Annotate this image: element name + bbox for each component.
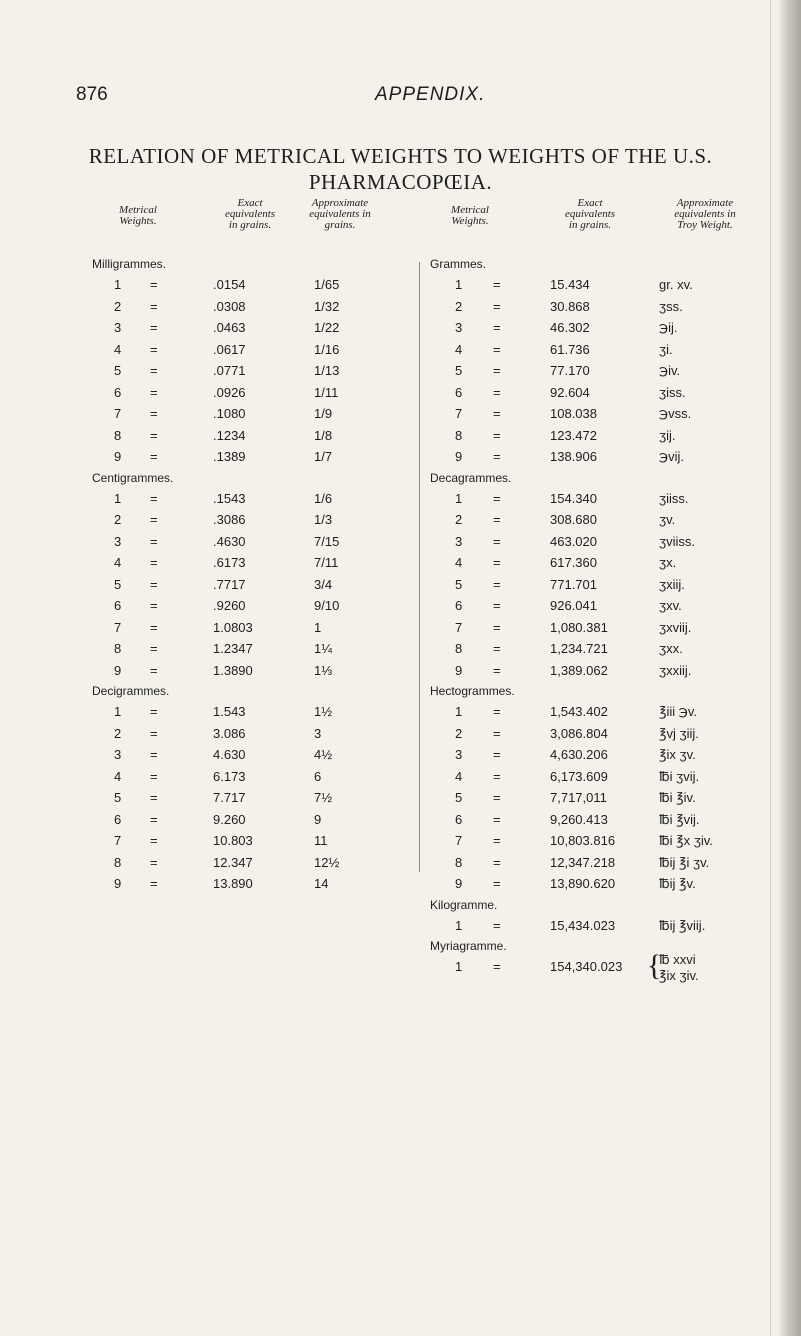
table-row — [0, 449, 801, 469]
equals-sign: = — [493, 341, 501, 357]
table-row — [0, 320, 801, 340]
table-row — [0, 406, 801, 426]
exact-value: 9,260.413 — [550, 811, 608, 827]
approx-value: ʒx. — [659, 555, 677, 570]
approx-value: 4½ — [314, 747, 333, 762]
equals-sign: = — [493, 790, 501, 805]
approx-value: 9 — [314, 811, 322, 827]
equals-sign: = — [150, 811, 158, 827]
exact-value: 1.3890 — [213, 662, 253, 678]
equals-sign: = — [493, 917, 501, 933]
equals-sign: = — [493, 704, 501, 719]
approx-value: ʒxx. — [659, 641, 683, 656]
exact-value: 1,234.721 — [550, 641, 608, 656]
approx-value: ℈iv. — [659, 363, 681, 378]
approx-value: ʒi. — [659, 341, 673, 357]
approx-value: 1/9 — [314, 406, 333, 421]
approx-value: ℔i ℥x ʒiv. — [659, 833, 713, 848]
right-header-metrical: Metrical Weights. — [451, 204, 489, 227]
approx-value: 7½ — [314, 790, 333, 805]
exact-value: 138.906 — [550, 449, 597, 464]
equals-sign: = — [493, 619, 501, 635]
row-number: 9 — [455, 876, 463, 891]
equals-sign: = — [150, 406, 158, 421]
approx-value: ℈ij. — [659, 320, 678, 335]
exact-value: 1,543.402 — [550, 704, 608, 719]
exact-value: .0771 — [213, 363, 246, 378]
equals-sign: = — [150, 619, 158, 635]
approx-value: ʒxviij. — [659, 619, 692, 635]
row-number: 9 — [114, 876, 122, 891]
approx-value: gr. xv. — [659, 277, 693, 292]
row-number: 5 — [114, 576, 122, 592]
approx-value: 7/15 — [314, 533, 340, 549]
table-row — [0, 620, 801, 640]
exact-value: 926.041 — [550, 598, 597, 613]
approx-value: ℔ij ℥i ʒv. — [659, 854, 710, 870]
approx-value: ʒiss. — [659, 384, 686, 400]
equals-sign: = — [150, 790, 158, 805]
exact-value: 1,389.062 — [550, 662, 608, 678]
row-number: 3 — [455, 747, 463, 762]
equals-sign: = — [493, 747, 501, 762]
exact-value: .0926 — [213, 384, 246, 400]
row-number: 2 — [114, 298, 122, 314]
row-number: 2 — [114, 725, 122, 741]
row-number: 2 — [455, 512, 463, 527]
row-number: 8 — [455, 641, 463, 656]
approx-value: ℔ij ℥viij. — [659, 917, 706, 933]
equals-sign: = — [493, 298, 501, 314]
exact-value: 10,803.816 — [550, 833, 616, 848]
equals-sign: = — [493, 811, 501, 827]
row-number: 6 — [455, 384, 463, 400]
row-number: 1 — [455, 704, 463, 719]
exact-value: .4630 — [213, 533, 246, 549]
exact-value: 3,086.804 — [550, 725, 608, 741]
section-label: Grammes. — [430, 257, 487, 271]
equals-sign: = — [493, 533, 501, 549]
row-number: 9 — [455, 662, 463, 678]
exact-value: 7.717 — [213, 790, 246, 805]
exact-value: 13.890 — [213, 876, 253, 891]
equals-sign: = — [150, 876, 158, 891]
row-number: 1 — [455, 277, 463, 292]
row-number: 1 — [455, 959, 463, 974]
equals-sign: = — [150, 768, 158, 784]
equals-sign: = — [493, 363, 501, 378]
left-header-exact: Exact equivalents in grains. — [224, 197, 276, 231]
row-number: 4 — [455, 341, 463, 357]
row-number: 6 — [455, 811, 463, 827]
row-number: 5 — [455, 363, 463, 378]
page-header — [0, 84, 801, 114]
equals-sign: = — [493, 490, 501, 506]
equals-sign: = — [150, 384, 158, 400]
exact-value: 1.2347 — [213, 641, 253, 656]
exact-value: 463.020 — [550, 533, 597, 549]
table-row — [0, 555, 801, 575]
approx-value: ℔ij ℥v. — [659, 876, 696, 891]
exact-value: 61.736 — [550, 341, 590, 357]
equals-sign: = — [493, 449, 501, 464]
exact-value: .7717 — [213, 576, 246, 592]
table-row — [0, 491, 801, 511]
exact-value: 4.630 — [213, 747, 246, 762]
approx-value: ʒxiij. — [659, 576, 685, 592]
row-number: 5 — [455, 576, 463, 592]
running-head: APPENDIX. — [375, 84, 486, 105]
approx-value: 1/6 — [314, 490, 333, 506]
row-number: 3 — [455, 533, 463, 549]
row-number: 8 — [114, 427, 122, 443]
exact-value: 15.434 — [550, 277, 590, 292]
exact-value: .6173 — [213, 555, 246, 570]
row-number: 2 — [455, 298, 463, 314]
row-number: 4 — [114, 768, 122, 784]
table-row — [0, 577, 801, 597]
exact-value: 92.604 — [550, 384, 590, 400]
approx-value: ℈vij. — [659, 449, 684, 464]
equals-sign: = — [150, 704, 158, 719]
exact-value: 12,347.218 — [550, 854, 616, 870]
row-number: 5 — [114, 363, 122, 378]
equals-sign: = — [150, 512, 158, 527]
exact-value: 9.260 — [213, 811, 246, 827]
exact-value: .0154 — [213, 277, 246, 292]
row-number: 7 — [114, 833, 122, 848]
row-number: 1 — [114, 490, 122, 506]
approx-value: 7/11 — [314, 555, 339, 570]
exact-value: 308.680 — [550, 512, 597, 527]
row-number: 1 — [455, 490, 463, 506]
table-row — [0, 385, 801, 405]
row-number: 1 — [114, 704, 122, 719]
table-row — [0, 299, 801, 319]
exact-value: 12.347 — [213, 854, 253, 870]
right-header-approx: Approximate equivalents in Troy Weight. — [674, 197, 736, 231]
approx-value: 6 — [314, 768, 322, 784]
approx-value: 3 — [314, 725, 322, 741]
approx-value: ʒij. — [659, 427, 676, 443]
section-label: Decigrammes. — [92, 684, 170, 698]
table-title — [0, 143, 801, 195]
approx-value: 1/22 — [314, 320, 340, 335]
left-header-metrical: Metrical Weights. — [119, 204, 157, 227]
equals-sign: = — [493, 833, 501, 848]
table-row — [0, 833, 801, 853]
right-header-exact: Exact equivalents in grains. — [564, 197, 616, 231]
section-label: Myriagramme. — [430, 939, 507, 953]
approx-value: ℥ix ʒv. — [659, 747, 696, 762]
exact-value: .9260 — [213, 598, 246, 613]
exact-value: .0308 — [213, 298, 246, 314]
approx-value-line1: ℔ xxvi — [659, 952, 696, 967]
table-row — [0, 855, 801, 875]
exact-value: 771.701 — [550, 576, 597, 592]
equals-sign: = — [493, 854, 501, 870]
equals-sign: = — [150, 725, 158, 741]
equals-sign: = — [493, 641, 501, 656]
table-row — [0, 876, 801, 896]
brace-glyph: { — [647, 949, 662, 982]
exact-value: 1.543 — [213, 704, 246, 719]
row-number: 4 — [455, 768, 463, 784]
table-row — [0, 949, 801, 983]
approx-value: 1 — [314, 619, 322, 635]
approx-value: 3/4 — [314, 576, 333, 592]
row-number: 4 — [455, 555, 463, 570]
approx-value: ʒiiss. — [659, 490, 689, 506]
equals-sign: = — [150, 490, 158, 506]
exact-value: .0463 — [213, 320, 246, 335]
equals-sign: = — [493, 959, 501, 974]
equals-sign: = — [150, 363, 158, 378]
exact-value: 6.173 — [213, 768, 246, 784]
row-number: 7 — [455, 619, 463, 635]
exact-value: 15,434.023 — [550, 917, 616, 933]
approx-value: ʒv. — [659, 512, 676, 527]
exact-value: 108.038 — [550, 406, 597, 421]
section-label: Centigrammes. — [92, 470, 174, 485]
approx-value: 1/16 — [314, 341, 340, 357]
exact-value: 10.803 — [213, 833, 253, 848]
equals-sign: = — [493, 725, 501, 741]
page-number: 876 — [76, 84, 108, 105]
table-row — [0, 534, 801, 554]
equals-sign: = — [493, 576, 501, 592]
approx-value: 1/3 — [314, 512, 333, 527]
table-row — [0, 812, 801, 832]
row-number: 3 — [114, 747, 122, 762]
row-number: 7 — [114, 406, 122, 421]
row-number: 8 — [455, 427, 463, 443]
equals-sign: = — [150, 833, 158, 848]
equals-sign: = — [493, 768, 501, 784]
approx-value: 1⅓ — [314, 662, 333, 678]
approx-value: ℈vss. — [659, 406, 692, 421]
exact-value: 13,890.620 — [550, 876, 616, 891]
row-number: 2 — [114, 512, 122, 527]
approx-value: 11 — [314, 833, 328, 848]
equals-sign: = — [493, 406, 501, 421]
section-label: Kilogramme. — [430, 897, 498, 912]
row-number: 5 — [114, 790, 122, 805]
row-number: 1 — [114, 277, 122, 292]
equals-sign: = — [150, 341, 158, 357]
equals-sign: = — [493, 555, 501, 570]
approx-value: ʒxv. — [659, 598, 682, 613]
row-number: 8 — [114, 641, 122, 656]
exact-value: 617.360 — [550, 555, 597, 570]
equals-sign: = — [150, 533, 158, 549]
section-label: Decagrammes. — [430, 470, 512, 485]
equals-sign: = — [493, 512, 501, 527]
title-line-2: PHARMACOPŒIA. — [308, 170, 493, 194]
table-row — [0, 277, 801, 297]
exact-value: 4,630.206 — [550, 747, 608, 762]
equals-sign: = — [150, 576, 158, 592]
approx-value: ℔i ℥vij. — [659, 811, 700, 827]
exact-value: .1080 — [213, 406, 246, 421]
row-number: 6 — [455, 598, 463, 613]
row-number: 7 — [455, 406, 463, 421]
row-number: 7 — [114, 619, 122, 635]
approx-value: 1/7 — [314, 449, 333, 464]
equals-sign: = — [150, 277, 158, 292]
exact-value: 6,173.609 — [550, 768, 608, 784]
row-number: 9 — [114, 662, 122, 678]
table-row — [0, 726, 801, 746]
row-number: 6 — [114, 384, 122, 400]
row-number: 3 — [114, 533, 122, 549]
row-number: 7 — [455, 833, 463, 848]
approx-value: ʒviiss. — [659, 533, 695, 549]
exact-value: 1,080.381 — [550, 619, 608, 635]
equals-sign: = — [493, 662, 501, 678]
row-number: 2 — [455, 725, 463, 741]
approx-value: 1/11 — [314, 384, 339, 400]
equals-sign: = — [150, 320, 158, 335]
approx-value-line2: ℥ix ʒiv. — [659, 968, 699, 983]
equals-sign: = — [150, 427, 158, 443]
exact-value: 77.170 — [550, 363, 590, 378]
equals-sign: = — [150, 555, 158, 570]
equals-sign: = — [150, 854, 158, 870]
approx-value: 1/13 — [314, 363, 340, 378]
row-number: 3 — [114, 320, 122, 335]
table-row — [0, 663, 801, 683]
exact-value: .0617 — [213, 341, 246, 357]
exact-value: 154,340.023 — [550, 959, 623, 974]
approx-value: ℥vj ʒiij. — [659, 725, 699, 741]
row-number: 4 — [114, 555, 122, 570]
equals-sign: = — [150, 747, 158, 762]
row-number: 5 — [455, 790, 463, 805]
exact-value: .1543 — [213, 490, 246, 506]
approx-value: 14 — [314, 876, 329, 891]
approx-value: 9/10 — [314, 598, 340, 613]
table-row — [0, 790, 801, 810]
table-row — [0, 598, 801, 618]
section-label: Hectogrammes. — [430, 684, 515, 698]
row-number: 4 — [114, 341, 122, 357]
approx-value: 1¼ — [314, 641, 333, 656]
row-number: 6 — [114, 598, 122, 613]
exact-value: 30.868 — [550, 298, 590, 314]
approx-value: 1½ — [314, 704, 333, 719]
approx-value: 12½ — [314, 854, 340, 870]
equals-sign: = — [493, 320, 501, 335]
table-row — [0, 769, 801, 789]
approx-value: ℔i ʒvij. — [659, 768, 700, 784]
row-number: 1 — [455, 917, 463, 933]
row-number: 9 — [114, 449, 122, 464]
exact-value: 123.472 — [550, 427, 597, 443]
exact-value: .1234 — [213, 427, 246, 443]
equals-sign: = — [150, 598, 158, 613]
equals-sign: = — [150, 641, 158, 656]
approx-value: 1/65 — [314, 277, 340, 292]
equals-sign: = — [493, 876, 501, 891]
row-number: 3 — [455, 320, 463, 335]
exact-value: .1389 — [213, 449, 246, 464]
approx-value: ℥iii ℈v. — [659, 704, 698, 719]
row-number: 9 — [455, 449, 463, 464]
section-label: Milligrammes. — [92, 257, 167, 271]
exact-value: 154.340 — [550, 490, 597, 506]
approx-value: 1/8 — [314, 427, 333, 443]
table-row — [0, 641, 801, 661]
title-line-1: RELATION OF METRICAL WEIGHTS TO WEIGHTS OF THE U.S. — [88, 144, 713, 168]
exact-value: .3086 — [213, 512, 246, 527]
equals-sign: = — [150, 298, 158, 314]
approx-value: 1/32 — [314, 298, 340, 314]
left-header-approx: Approximate equivalents in grains. — [309, 197, 371, 231]
table-row — [0, 704, 801, 724]
approx-value: ℔i ℥iv. — [659, 790, 696, 805]
row-number: 8 — [114, 854, 122, 870]
table-row — [0, 342, 801, 362]
approx-value: ʒss. — [659, 298, 683, 314]
exact-value: 7,717,011 — [550, 790, 607, 805]
table-row — [0, 428, 801, 448]
exact-value: 3.086 — [213, 725, 246, 741]
exact-value: 46.302 — [550, 320, 590, 335]
row-number: 8 — [455, 854, 463, 870]
table-row — [0, 918, 801, 938]
equals-sign: = — [493, 598, 501, 613]
row-number: 6 — [114, 811, 122, 827]
equals-sign: = — [150, 662, 158, 678]
exact-value: 1.0803 — [213, 619, 253, 635]
approx-value: ʒxxiij. — [659, 662, 692, 678]
table-row — [0, 512, 801, 532]
table-row — [0, 363, 801, 383]
equals-sign: = — [493, 384, 501, 400]
table-row — [0, 747, 801, 767]
equals-sign: = — [493, 277, 501, 292]
equals-sign: = — [493, 427, 501, 443]
equals-sign: = — [150, 449, 158, 464]
